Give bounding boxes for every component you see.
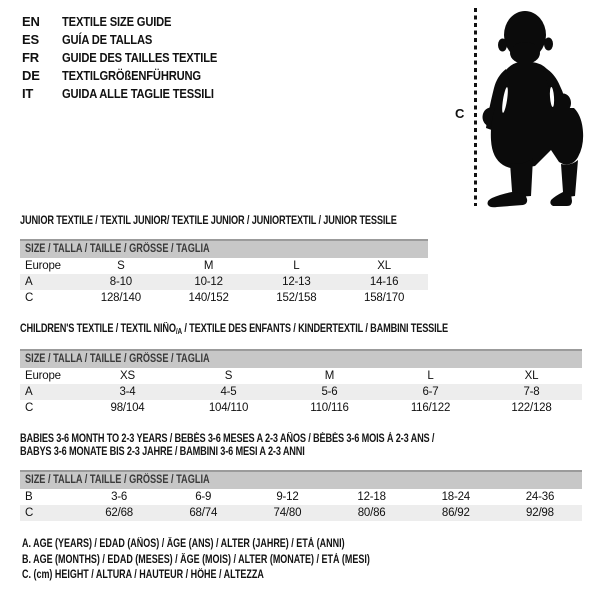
footnote-b: B. AGE (MONTHS) / EDAD (MESES) / ÂGE (MOIS) / ALTER (MONATE) / ETÀ (MESI) [22,553,370,566]
section-title-part: CHILDREN'S TEXTILE / TEXTIL NIÑO [20,323,176,335]
cell-value: XL [524,370,539,382]
cell-value: 122/128 [511,402,552,414]
lang-label: GUIDE DES TAILLES TEXTILE [62,50,218,65]
lang-code: IT [22,86,34,101]
cell-value: 104/110 [208,402,249,414]
cell-value: 3-4 [119,386,136,398]
cell-value: 110/116 [310,402,349,414]
cell-value: 116/122 [410,402,451,414]
size-table-section-0 [20,215,586,306]
cell-value: XS [120,370,135,382]
cell-value: 68/74 [189,507,218,519]
cell-value: 80/86 [357,507,386,519]
section-title-part: BABYS 3-6 MONATE BIS 2-3 JAHRE / BAMBINI 3-6 MESI A 2-3 ANNI [20,446,305,458]
cell-value: 152/158 [276,292,317,304]
row-label: B [25,491,33,503]
table-row-a [20,274,428,290]
toddler-shape [483,11,584,207]
size-table [20,470,582,521]
cell-value: 5-6 [321,386,338,398]
section-title [20,215,473,228]
section-title [20,433,473,459]
cell-value: S [117,260,125,272]
table-row-c [20,505,582,521]
cell-value: L [293,260,300,272]
size-table [20,239,428,306]
size-header-bar [20,349,582,368]
cell-value: 92/98 [526,507,554,519]
cell-value: 8-10 [109,276,132,288]
cell-value: 6-9 [195,491,212,503]
size-header-bar [20,470,582,489]
cell-value: S [224,370,233,382]
section-title [20,323,473,338]
table-row-europe [20,258,428,274]
cell-value: 18-24 [441,491,470,503]
cell-value: 62/68 [105,507,133,519]
toddler-silhouette-icon [479,8,589,208]
cell-value: 12-13 [282,276,311,288]
table-row-europe [20,368,582,384]
lang-code: DE [22,68,40,83]
height-figure [0,0,600,215]
lang-label: TEXTILE SIZE GUIDE [62,14,172,29]
cell-value: 128/140 [100,292,141,304]
size-tables [20,215,586,538]
height-measure-label: C [455,106,465,121]
cell-value: 6-7 [422,386,439,398]
cell-value: 98/104 [110,402,145,414]
lang-code: EN [22,14,40,29]
row-label: C [25,292,34,304]
cell-value: 3-6 [111,491,128,503]
table-row-c [20,400,582,416]
row-label: C [25,402,34,414]
lang-label: GUIDA ALLE TAGLIE TESSILI [62,86,214,101]
table-row-c [20,290,428,306]
section-title-part: / TEXTILE DES ENFANTS / KINDERTEXTIL / BAMBINI TESSILE [181,323,448,335]
size-header-bar [20,239,428,258]
table-row-a [20,384,582,400]
cell-value: 158/170 [364,292,405,304]
size-header-label: SIZE / TALLA / TAILLE / GRÖSSE / TAGLIA [25,243,210,255]
cell-value: M [203,260,214,272]
footnotes [22,537,468,584]
row-label: A [25,276,33,288]
row-label: Europe [25,370,61,382]
cell-value: 140/152 [188,292,229,304]
size-table-section-1 [20,323,586,416]
footnote-a: A. AGE (YEARS) / EDAD (AÑOS) / ÂGE (ANS) / ALTER (JAHRE) / ETÀ (ANNI) [22,538,345,550]
cell-value: 10-12 [194,276,223,288]
row-label: A [25,386,33,398]
lang-code: FR [22,50,39,65]
cell-value: XL [377,260,391,272]
cell-value: 74/80 [273,507,302,519]
lang-code: ES [22,32,39,47]
cell-value: 12-18 [357,491,386,503]
cell-value: 86/92 [441,507,470,519]
size-table [20,349,582,416]
cell-value: 14-16 [369,276,399,288]
section-title-part: /A [175,327,182,336]
row-label: C [25,507,34,519]
lang-label: GUÍA DE TALLAS [62,32,153,47]
section-title-part: JUNIOR TEXTILE / TEXTIL JUNIOR/ TEXTILE JUNIOR / JUNIORTEXTIL / JUNIOR TESSILE [20,215,397,227]
row-label: Europe [25,260,61,272]
lang-label: TEXTILGRÖßENFÜHRUNG [62,68,201,83]
section-title-part: BABIES 3-6 MONTH TO 2-3 YEARS / BEBÉS 3-6 MESES A 2-3 AÑOS / BÉBÉS 3-6 MOIS À 2-3 ANS / [20,433,435,445]
cell-value: 9-12 [276,491,299,503]
cell-value: L [427,370,434,382]
size-header-label: SIZE / TALLA / TAILLE / GRÖSSE / TAGLIA [25,474,210,486]
size-table-section-2 [20,433,586,521]
footnote-c: C. (cm) HEIGHT / ALTURA / HAUTEUR / HÖHE / ALTEZZA [22,569,264,581]
table-row-b [20,489,582,505]
size-header-label: SIZE / TALLA / TAILLE / GRÖSSE / TAGLIA [25,353,210,365]
cell-value: 24-36 [525,491,555,503]
cell-value: 4-5 [220,386,237,398]
cell-value: 7-8 [523,386,540,398]
cell-value: M [324,370,335,382]
dashed-height-line [474,8,477,206]
